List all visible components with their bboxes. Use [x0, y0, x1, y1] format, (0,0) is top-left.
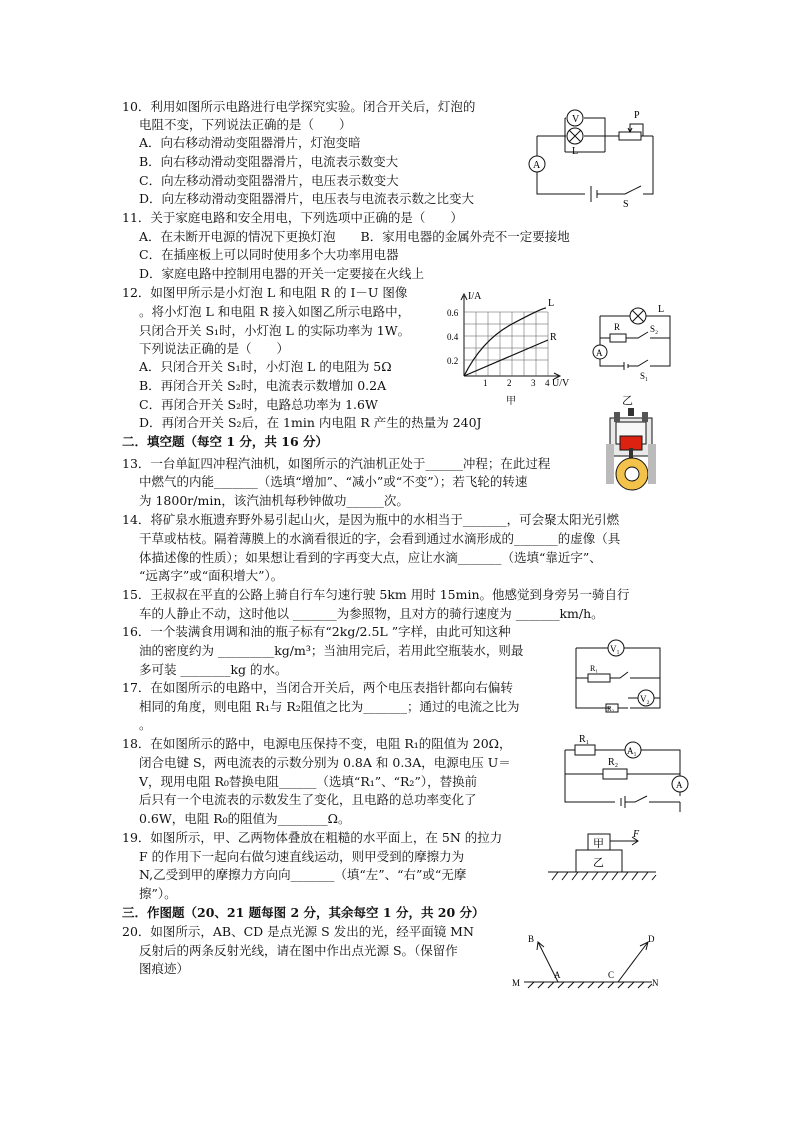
q12-circuit-s2-label: S₂ — [650, 324, 659, 334]
q12-circuit-lamp-label: L — [658, 304, 665, 315]
q12-graph-ytick-0.2: 0.2 — [447, 356, 459, 366]
q10-option-a: A．向右移动滑动变阻器滑片，灯泡变暗 — [139, 135, 361, 150]
q12-line-1: 12．如图甲所示是小灯泡 L 和电阻 R 的 I－U 图像 — [122, 285, 408, 300]
q14-line-4: “远离字”或“面积增大”）。 — [139, 568, 284, 583]
q17-v1-label: V₁ — [610, 644, 620, 654]
q20-point-d-label: D — [648, 934, 655, 944]
q20-mirror-m-label: M — [512, 978, 521, 988]
section-3-heading: 三．作图题（20、21 题每图 2 分，其余每空 1 分，共 20 分） — [122, 905, 485, 920]
q17-r1-label: R₁ — [590, 664, 599, 673]
q10-option-c: C．向左移动滑动变阻器滑片，电压表示数变大 — [139, 173, 399, 188]
q12-graph-xtick-2: 2 — [507, 378, 512, 388]
q10-slider-label: P — [634, 110, 640, 121]
q10-option-b: B．向右移动滑动变阻器滑片，电流表示数变大 — [139, 154, 399, 169]
q10-switch-label: S — [623, 199, 629, 208]
q17-r2-label: R₂ — [607, 705, 615, 713]
section-2-heading: 二．填空题（每空 1 分，共 16 分） — [122, 434, 329, 449]
q19-yi-label: 乙 — [593, 857, 604, 869]
q14-line-3: 体描述像的性质）；如果想让看到的字再变大点，应让水滴_______（选填“靠近字”、 — [139, 550, 602, 565]
q14-line-1: 14．将矿泉水瓶遗弃野外易引起山火，是因为瓶中的水相当于_______，可会聚太阳光引燃 — [122, 512, 620, 527]
q17-v2-label: V₂ — [640, 694, 650, 704]
q13-engine-figure — [602, 408, 660, 492]
q18-r1-label: R₁ — [579, 734, 590, 745]
q10-circuit-figure — [525, 106, 655, 208]
q12-graph-caption: 甲 — [506, 396, 516, 407]
q19-blocks-figure — [548, 826, 658, 882]
q12-graph-xtick-1: 1 — [483, 378, 488, 388]
q18-circuit-figure — [555, 732, 695, 812]
q20-point-b-label: B — [528, 934, 535, 944]
q11-options-ab: A．在未断开电源的情况下更换灯泡 B．家用电器的金属外壳不一定要接地 — [139, 229, 570, 244]
q12-graph-ytick-0.6: 0.6 — [447, 308, 459, 318]
q15-line-1: 15．王叔叔在平直的公路上骑自行车匀速行驶 5km 用时 15min。他感觉到身旁另一骑自行 — [122, 587, 630, 602]
q11-option-d: D．家庭电路中控制用电器的开关一定要接在火线上 — [139, 266, 425, 281]
q20-mirror-figure — [512, 926, 662, 992]
q19-line-2: F 的作用下一起向右做匀速直线运动，则甲受到的摩擦力为 — [139, 849, 465, 864]
q12-graph-xtick-3: 3 — [531, 378, 536, 388]
q17-line-3: 。 — [139, 717, 152, 732]
q13-line-2: 中燃气的内能_______（选填“增加”、“减小”或“不变”）；若飞轮的转速 — [139, 474, 528, 489]
q20-line-2: 反射后的两条反射光线，请在图中作出点光源 S。（保留作 — [139, 943, 458, 958]
q10-ammeter-label: A — [533, 160, 541, 171]
q18-line-4: 后只有一个电流表的示数发生了变化，且电路的总功率变化了 — [139, 792, 477, 807]
q18-a1-label: A₁ — [627, 746, 637, 756]
q18-line-1: 18．在如图所示的路中，电源电压保持不变，电阻 R₁的阻值为 20Ω， — [122, 736, 512, 751]
q12-option-a: A．只闭合开关 S₁时，小灯泡 L 的电阻为 5Ω — [139, 359, 392, 374]
q10-lamp-label: L — [572, 146, 579, 157]
q10-voltmeter-label: V — [572, 114, 580, 125]
q19-line-3: N,乙受到甲的摩擦力方向向_______（填“左”、“右”或“无摩 — [139, 867, 467, 882]
q12-iu-graph — [442, 290, 577, 408]
q12-option-d: D．再闭合开关 S₂后，在 1min 内电阻 R 产生的热量为 240J — [139, 415, 482, 430]
q13-line-1: 13．一台单缸四冲程汽油机，如图所示的汽油机正处于______冲程；在此过程 — [122, 456, 551, 471]
q12-circuit-s1-label: S₁ — [640, 371, 649, 381]
q12-graph-xlabel: U/V — [552, 378, 570, 389]
q13-line-3: 为 1800r/min，该汽油机每秒钟做功______次。 — [139, 493, 409, 508]
q17-line-2: 相同的角度，则电阻 R₁与 R₂阻值之比为_______；通过的电流之比为 — [139, 699, 520, 714]
q12-line-4: 下列说法正确的是（ ） — [139, 341, 290, 356]
q11-stem: 11．关于家庭电路和安全用电，下列选项中正确的是（ ） — [122, 210, 463, 225]
q10-stem-line-2: 电阻不变，下列说法正确的是（ ） — [139, 117, 352, 132]
q12-circuit-caption: 乙 — [622, 394, 633, 407]
q18-r2-label: R₂ — [608, 757, 619, 768]
q12-graph-ylabel: I/A — [468, 291, 482, 302]
q19-line-4: 擦”）。 — [139, 886, 177, 901]
q12-graph-xtick-4: 4 — [545, 378, 550, 388]
q20-line-1: 20．如图所示，AB、CD 是点光源 S 发出的光，经平面镜 MN — [122, 924, 474, 939]
q19-jia-label: 甲 — [593, 838, 604, 850]
q18-line-2: 闭合电键 S，两电流表的示数分别为 0.8A 和 0.3A，电源电压 U＝ — [139, 755, 511, 770]
q12-graph-ytick-0.4: 0.4 — [447, 332, 459, 342]
q15-line-2: 车的人静止不动，这时他以 _______为参照物，且对方的骑行速度为 _______km/h。 — [139, 606, 604, 621]
q19-force-label: F — [633, 829, 640, 840]
q16-line-3: 多可装 ________kg 的水。 — [139, 662, 288, 677]
q10-option-d: D．向左移动滑动变阻器滑片，电压表与电流表示数之比变大 — [139, 191, 475, 206]
q12-curve-r-label: R — [550, 332, 557, 343]
q12-curve-l-label: L — [548, 298, 555, 309]
q19-line-1: 19．如图所示，甲、乙两物体叠放在粗糙的水平面上，在 5N 的拉力 — [122, 830, 503, 845]
q20-line-3: 图痕迹） — [139, 961, 190, 976]
q18-ammeter-label: A — [676, 780, 683, 790]
q14-line-2: 干草或枯枝。隔着薄膜上的水滴看很近的字，会看到通过水滴形成的_______的虚像（具 — [139, 531, 621, 546]
q12-circuit-r-label: R — [614, 322, 621, 332]
q16-line-2: 油的密度约为 _________kg/m³；当油用完后，若用此空瓶装水，则最 — [139, 643, 524, 658]
q20-point-a-label: A — [554, 970, 561, 980]
q12-option-c: C．再闭合开关 S₂时，电路总功率为 1.6W — [139, 397, 378, 412]
q18-line-3: V，现用电阻 R₀替换电阻______（选填“R₁”、“R₂”），替换前 — [139, 774, 478, 789]
q11-option-c: C．在插座板上可以同时使用多个大功率用电器 — [139, 247, 399, 262]
q12-option-b: B．再闭合开关 S₂时，电流表示数增加 0.2A — [139, 378, 387, 393]
q17-circuit-figure — [570, 636, 665, 714]
q18-line-5: 0.6W，电阻 R₀的阻值为________Ω。 — [139, 811, 351, 826]
q12-circuit-figure — [588, 300, 683, 382]
q16-line-1: 16．一个装满食用调和油的瓶子标有“2kg/2.5L ”字样，由此可知这种 — [122, 624, 511, 639]
q12-circuit-ammeter-label: A — [596, 348, 603, 358]
q12-line-3: 只闭合开关 S₁时，小灯泡 L 的实际功率为 1W。 — [139, 323, 411, 338]
q20-mirror-n-label: N — [652, 978, 659, 988]
q10-stem-line-1: 10．利用如图所示电路进行电学探究实验。闭合开关后，灯泡的 — [122, 99, 476, 114]
q12-line-2: 。将小灯泡 L 和电阻 R 接入如图乙所示电路中， — [139, 304, 411, 319]
q20-point-c-label: C — [608, 970, 615, 980]
q17-line-1: 17．在如图所示的电路中，当闭合开关后，两个电压表指针都向右偏转 — [122, 680, 513, 695]
